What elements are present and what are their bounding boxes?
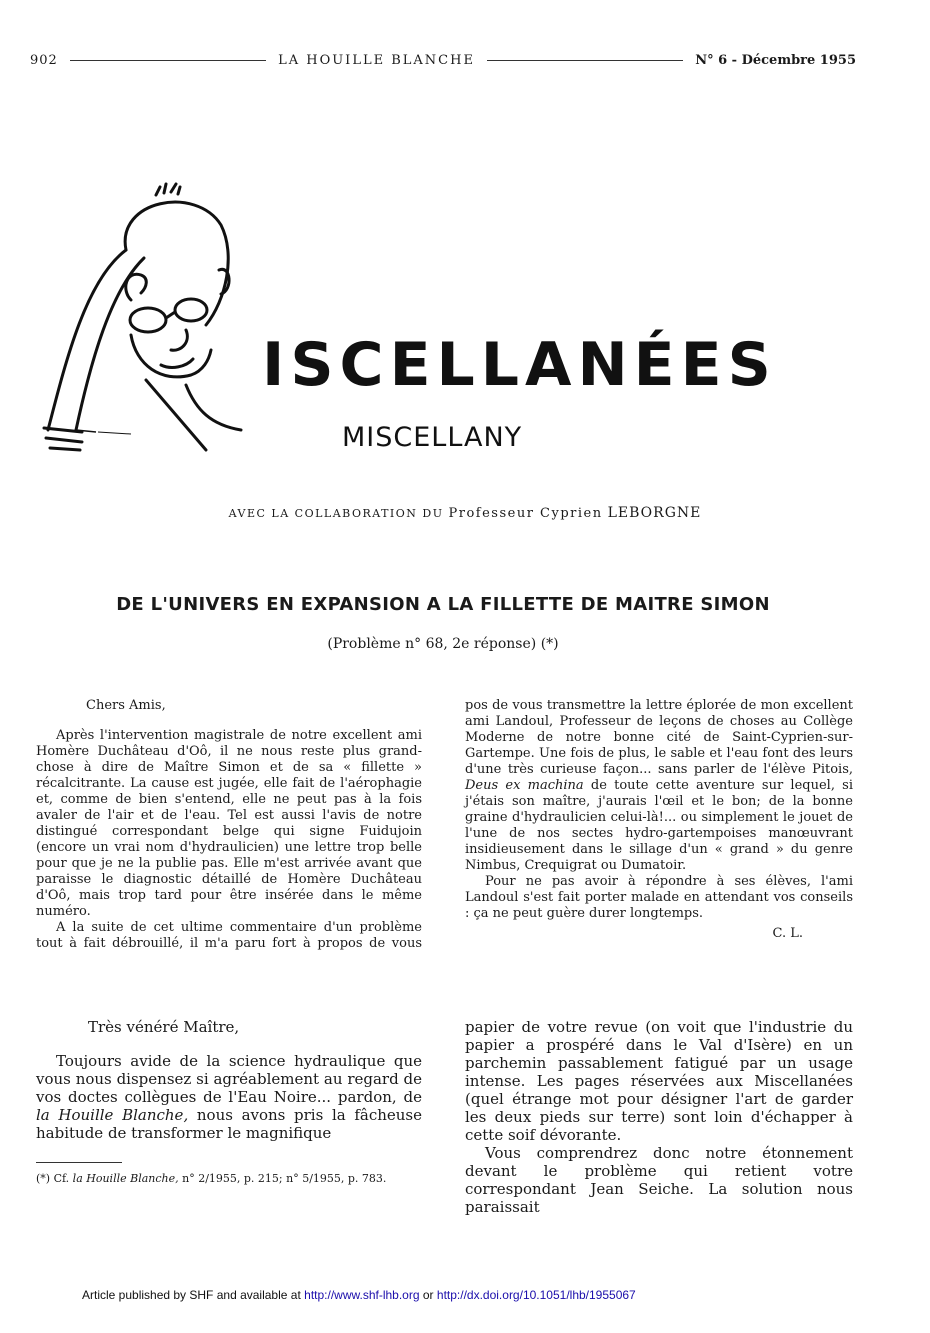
collab-name: LEBORGNE [607, 505, 702, 521]
collaboration-line [0, 505, 930, 521]
professor-caricature-illustration [36, 180, 266, 460]
letter2-paragraph-text: Toujours avide de la science hydraulique que vous nous dispensez si agréablement au regard de vos doctes collègues de l'Eau Noire... pardon, de [36, 1052, 422, 1106]
letter1-salutation: Chers Amis, [86, 698, 166, 713]
header-rule [70, 60, 266, 61]
problem-reference: (Problème n° 68, 2e réponse) (*) [327, 636, 559, 652]
section-subtitle: MISCELLANY [342, 422, 523, 453]
letter2-paragraph: Vous comprendrez donc notre étonnement devant le problème qui retient votre correspondant Jean Seiche. La solution nous paraissait [465, 1144, 853, 1216]
letter2-column-right [465, 1018, 853, 1216]
letter1-column-left [36, 698, 422, 952]
header-rule [487, 60, 683, 61]
collab-name-prefix: Professeur Cyprien [448, 506, 603, 521]
letter1-continuation: pos de vous transmettre la lettre éplorée de mon excellent ami Landoul, Professeur de leçons de choses au Collège Moderne de notre bonne cité de Saint-Cyprien-sur-Gartempe. Une fois de plus, le sable et l'eau font des leurs d'une très curieuse façon... sans parler de l'élève Pitois, [465, 698, 853, 777]
shf-link[interactable]: http://www.shf-lhb.org [304, 1288, 420, 1302]
issue-number: N° 6 - Décembre 1955 [695, 52, 856, 68]
letter1-paragraph: Après l'intervention magistrale de notre excellent ami Homère Duchâteau d'Oô, il ne nous reste plus grand-chose à dire de Maître Simon et de sa « fillette » récalcitrante. La cause est jugée, elle fait de l'aérophagie et, comme de bien s'entend, elle ne peut pas à la fois avaler de l'air et de l'eau. Tel est aussi l'avis de notre distingué correspondant belge qui signe Fuidujoin (encore un vrai nom d'hydraulicien) une lettre trop belle pour que je ne la publie pas. Elle m'est arrivée avant que paraisse le diagnostic détaillé de Homère Duchâteau d'Oô, mais trop tard pour être insérée dans le même numéro. [36, 728, 422, 919]
letter2-column-left [36, 1018, 422, 1142]
footer-or: or [422, 1288, 434, 1302]
letter2-paragraph [36, 1052, 422, 1142]
collab-prefix: AVEC LA COLLABORATION DU [228, 507, 444, 520]
doi-link[interactable]: http://dx.doi.org/10.1051/lhb/1955067 [436, 1288, 636, 1302]
letter1-paragraph-text: de toute cette aventure sur lequel, si j'étais son maître, j'aurais l'œil et le bon; de la bonne graine d'hydraulicien celui-là!... ou simplement le jouet de l'une de nos sectes hydro-gartempoises manœuvrant insidieusement dans le sillage d'un « grand » du genre Nimbus, Crequigrat ou Dumatoir. [465, 778, 853, 873]
letter2-paragraph-continued [465, 1018, 853, 1144]
footer-text: Article published by SHF and available at [82, 1288, 301, 1302]
letter1-paragraph: Pour ne pas avoir à répondre à ses élèves, l'ami Landoul s'est fait porter malade en attendant vos conseils : ça ne peut guère durer longtemps. [465, 874, 853, 921]
journal-name-italic: la Houille Blanche, [36, 1106, 189, 1124]
letter1-paragraph-continued [465, 698, 853, 874]
footnote-prefix: (*) Cf. [36, 1172, 70, 1185]
footer-credit [82, 1288, 636, 1302]
latin-phrase: Deus ex machina [465, 778, 584, 793]
letter1-paragraph-text: A la suite de cet ultime commentaire d'un problème tout à fait débrouillé, il m'a paru fort à propos de vous [36, 920, 422, 951]
letter2-continuation: papier de votre revue (on voit que l'industrie du papier a prospéré dans le Val d'Isère) en un parchemin passablement fatigué par un usage intense. Les pages réservées aux Miscellanées (quel étrange mot pour désigner l'art de garder les deux pieds sur terre) sont loin d'échapper à cette soif dévorante. [465, 1018, 853, 1144]
letter1-column-right [465, 698, 853, 942]
footnote-rule [36, 1162, 122, 1163]
section-title: ISCELLANÉES [262, 330, 777, 400]
page-number: 902 [30, 52, 58, 68]
letter1-signature: C. L. [772, 926, 803, 941]
letter1-paragraph [36, 920, 422, 952]
letter2-paragraph-text: nous avons pris la fâcheuse habitude de transformer le magnifique [36, 1106, 422, 1142]
running-head [30, 50, 856, 70]
letter2-salutation: Très vénéré Maître, [88, 1018, 240, 1036]
article-title: DE L'UNIVERS EN EXPANSION A LA FILLETTE DE MAITRE SIMON [116, 594, 770, 615]
footnote-refs: n° 2/1955, p. 215; n° 5/1955, p. 783. [182, 1172, 387, 1185]
footnote-journal: la Houille Blanche, [72, 1172, 179, 1185]
journal-title: LA HOUILLE BLANCHE [278, 52, 475, 68]
footnote [36, 1172, 422, 1186]
